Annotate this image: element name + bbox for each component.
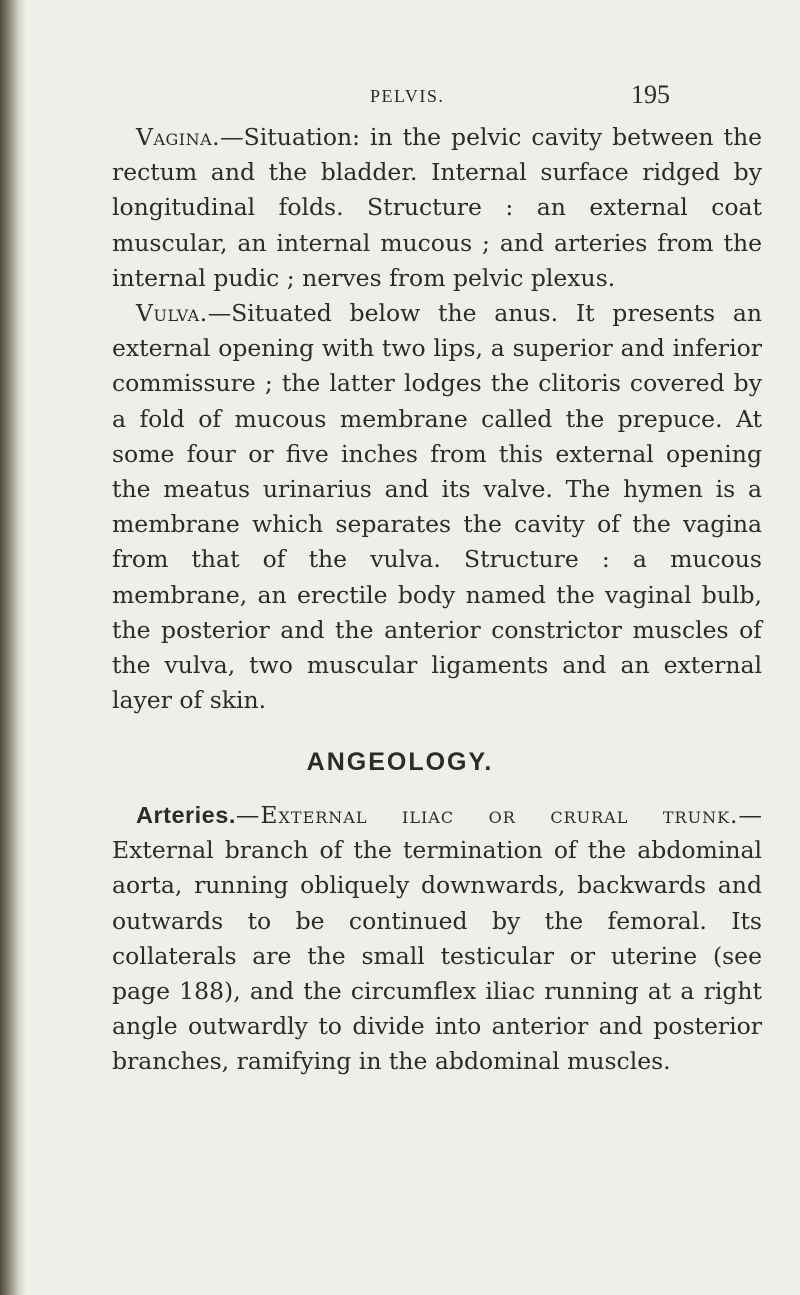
section-heading-angeology: ANGEOLOGY.	[306, 748, 494, 776]
lead-term-vagina: Vagina.	[136, 123, 221, 151]
paragraph-vulva	[112, 296, 762, 718]
subheading-external-iliac: —External iliac or crural trunk.	[235, 801, 739, 829]
paragraph-arteries-text: — External branch of the termination of the abdominal aorta, running obliquely downwards, backwards and outwards to be continued by the femoral. Its collaterals are the small testicular or uterine (see page 188), and the circumflex iliac running at a right angle outwardly to divide into anterior and posterior branches, ramifying in the abdominal muscles.	[112, 801, 762, 1076]
lead-term-vulva: Vulva.	[136, 299, 208, 328]
text-block-upper	[112, 120, 762, 718]
text-block-lower	[112, 798, 762, 1080]
paragraph-vulva-text: —Situated below the anus. It presents an external opening with two lips, a superior and inferior commissure ; the latter lodges the clitoris covered by a fold of mucous membrane called the prepuce. At some four or five inches from this external opening the meatus urinarius and its valve. The hymen is a membrane which separates the cavity of the vagina from that of the vulva. Structure : a mucous membrane, an erectile body named the vaginal bulb, the posterior and the anterior constrictor muscles of the vulva, two muscular ligaments and an external layer of skin.	[112, 299, 762, 715]
paragraph-vagina-text: —Situation: in the pelvic cavity between the rectum and the bladder. Internal surface ridged by longitudinal folds. Structure : an external coat muscular, an internal mucous ; and arteries from the internal pudic ; nerves from pelvic plexus.	[112, 123, 762, 292]
paragraph-vagina	[112, 120, 762, 296]
page-number: 195	[631, 80, 670, 109]
paragraph-arteries	[112, 798, 762, 1080]
running-head: PELVIS.	[370, 86, 445, 106]
page-header	[370, 80, 670, 114]
subheading-arteries: Arteries.	[136, 802, 236, 828]
